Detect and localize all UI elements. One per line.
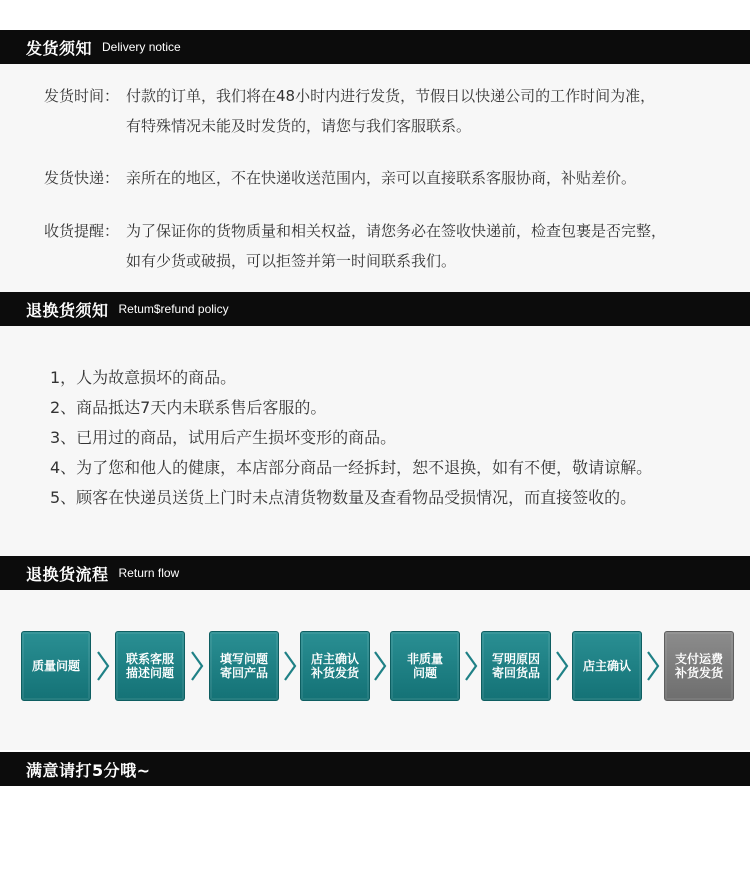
chevron-right-icon xyxy=(646,650,660,682)
policy-item-4: 4、为了您和他人的健康，本店部分商品一经拆封，恕不退换，如有不便，敬请谅解。 xyxy=(50,458,653,477)
flow-step-fill-issue xyxy=(209,631,279,701)
flow-step-label: 补货发货 xyxy=(674,666,723,680)
return-policy-subtitle: Retum$refund policy xyxy=(118,302,229,316)
rating-request-bar xyxy=(0,752,750,786)
return-flow-subtitle: Return flow xyxy=(118,566,180,580)
flow-step-label: 问题 xyxy=(412,666,437,680)
delivery-courier-text: 亲所在的地区，不在快递收送范围内，亲可以直接联系客服协商，补贴差价。 xyxy=(126,169,637,187)
receipt-reminder-row xyxy=(44,216,666,276)
receipt-reminder-text-2: 如有少货或破损，可以拒签并第一时间联系我们。 xyxy=(126,252,457,270)
receipt-reminder-label: 收货提醒： xyxy=(44,222,120,240)
chevron-right-icon xyxy=(464,650,478,682)
flow-step-label: 补货发货 xyxy=(310,666,359,680)
return-flow-header xyxy=(0,556,750,590)
flow-step-quality-issue xyxy=(21,631,91,701)
flow-step-owner-confirm xyxy=(572,631,642,701)
flow-step-label: 质量问题 xyxy=(31,659,80,673)
flow-step-contact-service xyxy=(115,631,185,701)
chevron-right-icon xyxy=(283,650,297,682)
flow-step-label: 非质量 xyxy=(406,652,443,666)
flow-step-label: 写明原因 xyxy=(491,652,540,666)
policy-item-1: 1，人为故意损坏的商品。 xyxy=(50,368,237,387)
flow-step-label: 填写问题 xyxy=(219,652,268,666)
chevron-right-icon xyxy=(190,650,204,682)
flow-step-label: 支付运费 xyxy=(674,652,723,666)
flow-step-pay-shipping xyxy=(664,631,734,701)
flow-step-label: 店主确认 xyxy=(582,659,631,673)
flow-step-label: 寄回产品 xyxy=(219,666,268,680)
delivery-notice-title: 发货须知 xyxy=(26,38,93,58)
policy-item-3: 3、已用过的商品，试用后产生损坏变形的商品。 xyxy=(50,428,397,447)
chevron-right-icon xyxy=(96,650,110,682)
flow-step-state-reason xyxy=(481,631,551,701)
return-policy-title: 退换货须知 xyxy=(26,300,109,320)
rating-request-text: 满意请打5分哦~ xyxy=(26,760,151,780)
delivery-time-label: 发货时间： xyxy=(44,87,120,105)
return-flow-title: 退换货流程 xyxy=(26,564,109,584)
flow-step-owner-confirm-resend xyxy=(300,631,370,701)
policy-item-2: 2、商品抵达7天内未联系售后客服的。 xyxy=(50,398,327,417)
delivery-courier-label: 发货快递： xyxy=(44,169,120,187)
chevron-right-icon xyxy=(555,650,569,682)
delivery-time-text: 付款的订单，我们将在48小时内进行发货，节假日以快递公司的工作时间为准， xyxy=(126,87,656,105)
flow-step-label: 联系客服 xyxy=(125,652,174,666)
delivery-courier-row xyxy=(44,163,636,193)
receipt-reminder-text: 为了保证你的货物质量和相关权益，请您务必在签收快递前，检查包裹是否完整， xyxy=(126,222,667,240)
flow-step-label: 描述问题 xyxy=(125,666,174,680)
delivery-time-row xyxy=(44,81,655,141)
return-policy-header xyxy=(0,292,750,326)
delivery-notice-header xyxy=(0,30,750,64)
chevron-right-icon xyxy=(373,650,387,682)
flow-step-label: 店主确认 xyxy=(310,652,359,666)
delivery-time-text-2: 有特殊情况未能及时发货的，请您与我们客服联系。 xyxy=(126,117,472,135)
policy-item-5: 5、顾客在快递员送货上门时未点清货物数量及查看物品受损情况，而直接签收的。 xyxy=(50,488,637,507)
flow-step-non-quality-issue xyxy=(390,631,460,701)
flow-step-label: 寄回货品 xyxy=(491,666,540,680)
delivery-notice-subtitle: Delivery notice xyxy=(102,40,181,54)
